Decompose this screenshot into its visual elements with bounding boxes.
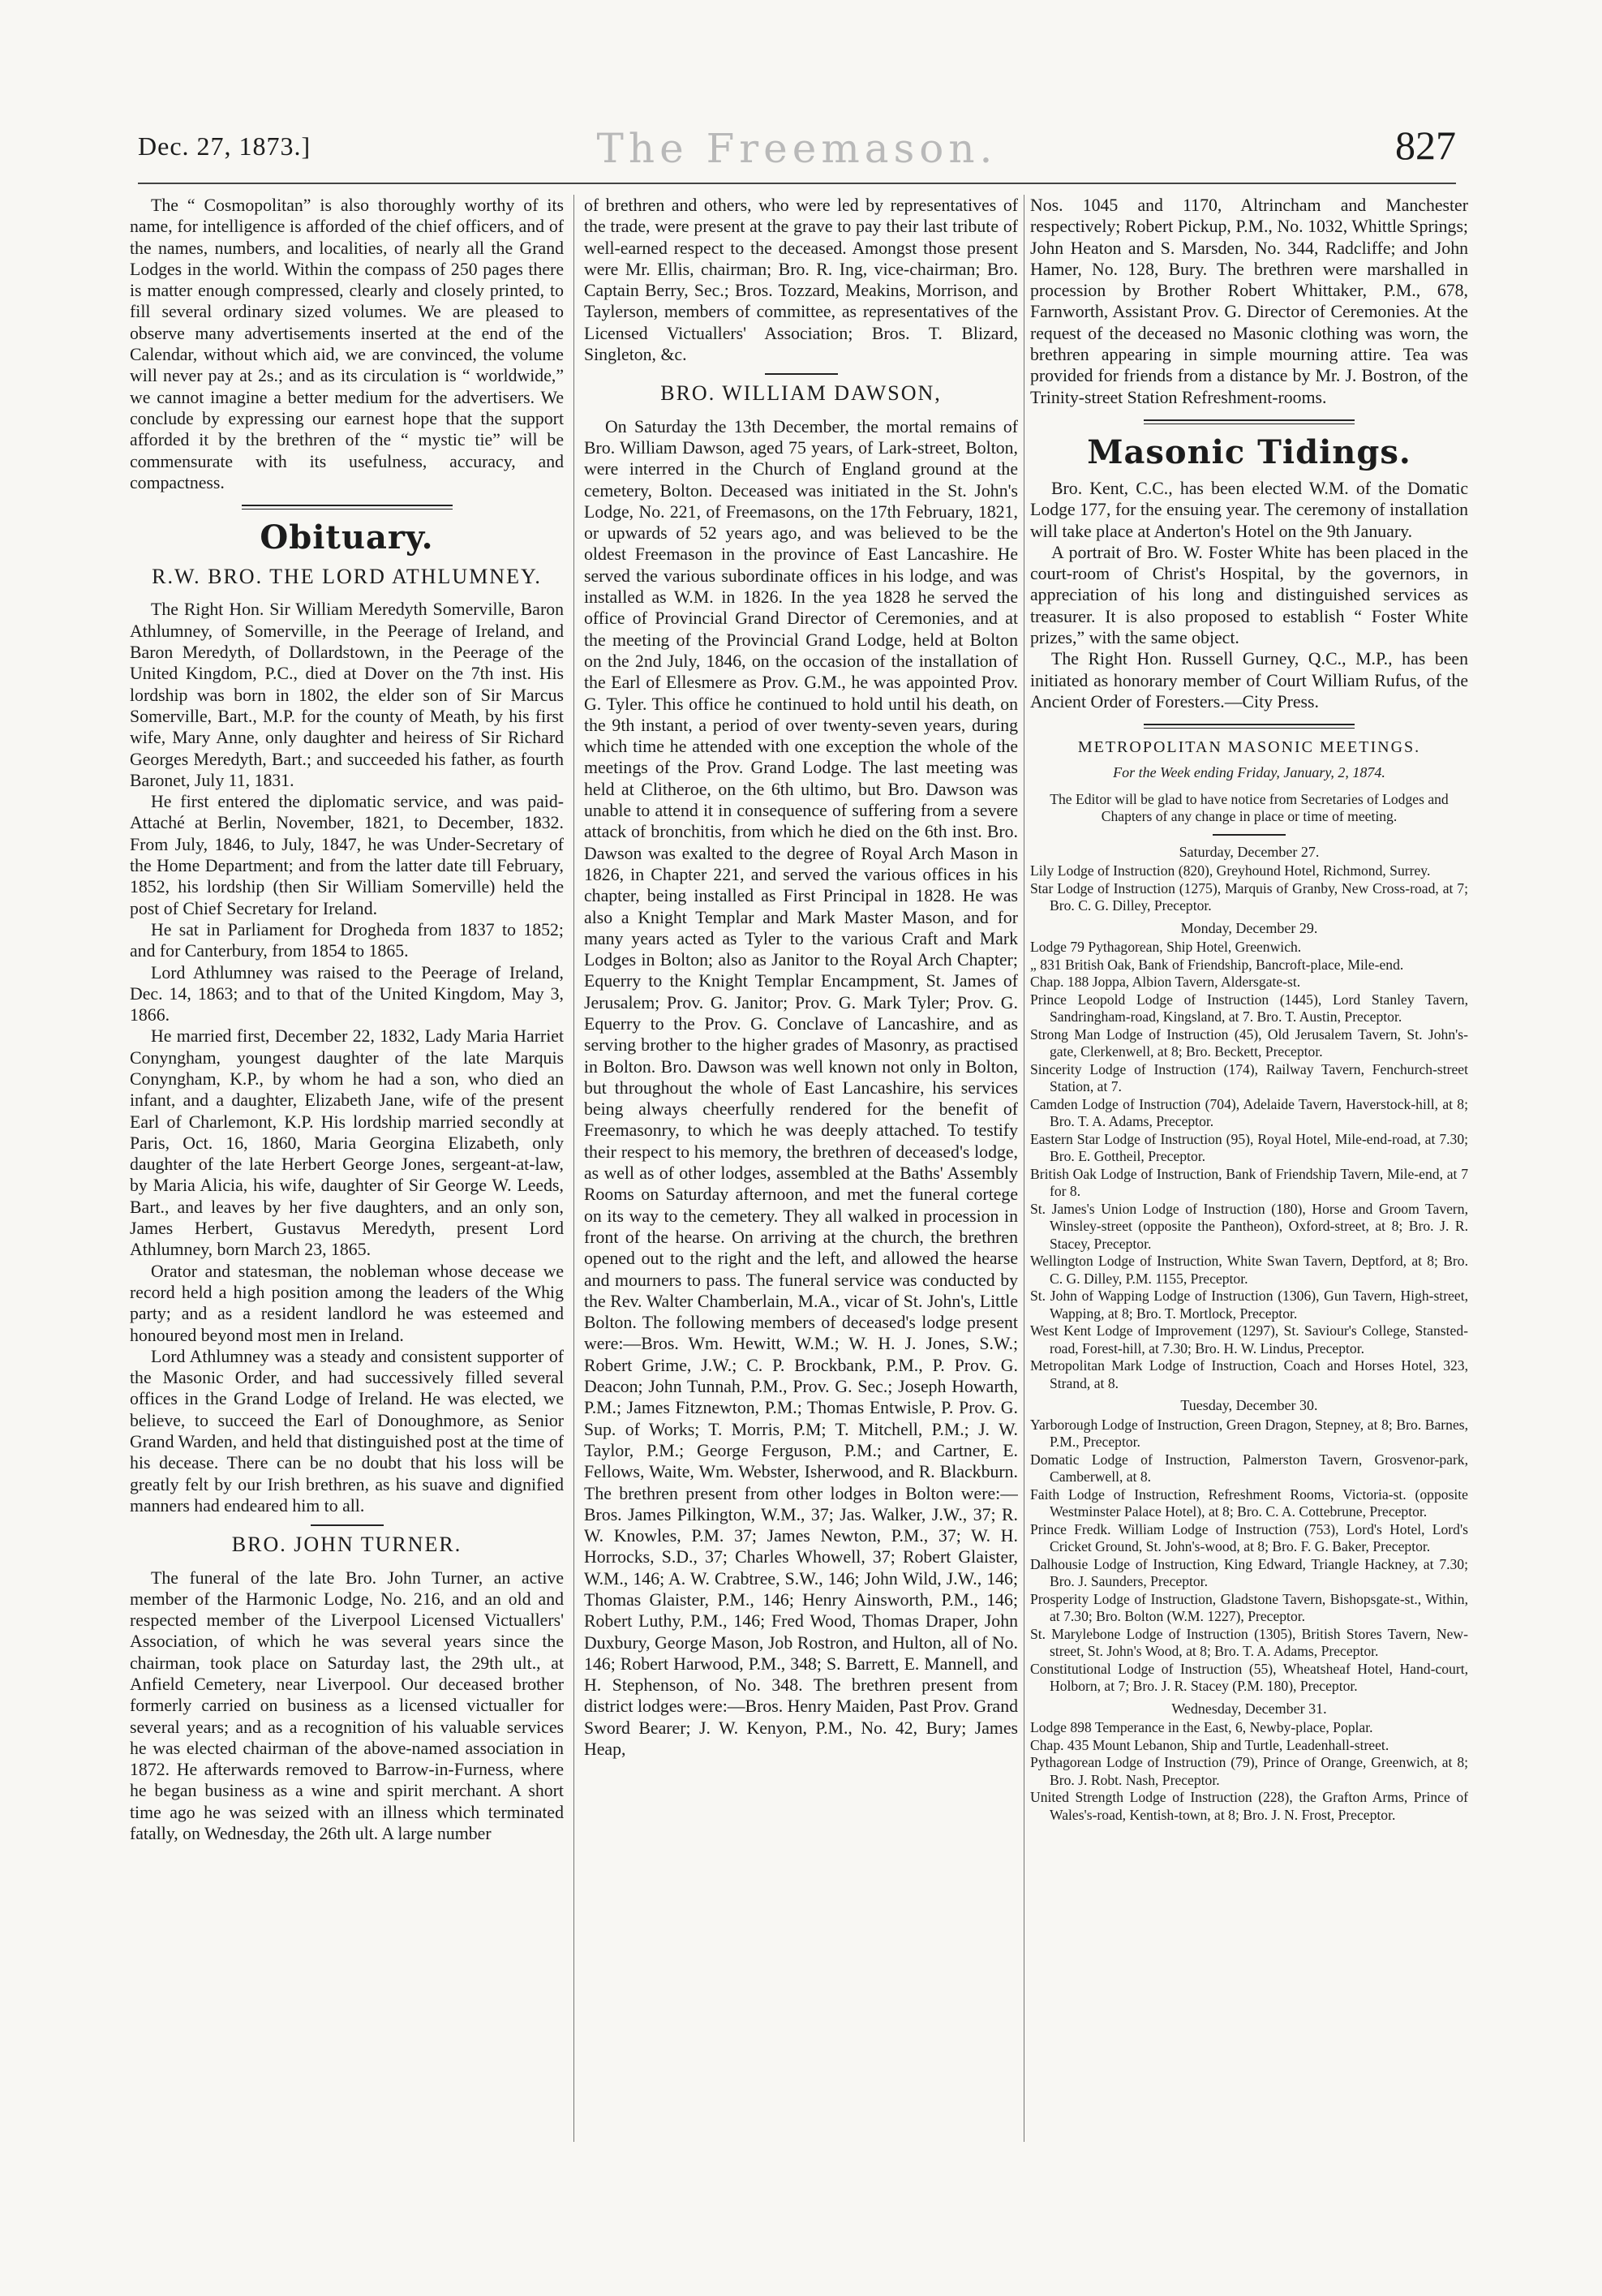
athlumney-heading: R.W. BRO. THE LORD ATHLUMNEY. <box>152 565 542 589</box>
column-3 <box>1030 195 1468 2150</box>
meeting-entry: Metropolitan Mark Lodge of Instruction, Coach and Horses Hotel, 323, Strand, at 8. <box>1030 1357 1468 1391</box>
article-paragraph: Orator and statesman, the nobleman whose decease we record held a high position among the leaders of the Whig party; and as a resident landlord he was esteemed and honoured beyond most men in Ireland. <box>130 1261 564 1345</box>
turner-heading: BRO. JOHN TURNER. <box>231 1533 462 1557</box>
article-paragraph: The Right Hon. Sir William Meredyth Somerville, Baron Athlumney, of Somerville, in the Peerage of Ireland, and Baron Meredyth, of Dollardstown, in the Peerage of the United Kingdom, P.C., died at Dover on the 7th inst. His lordship was born in 1802, the elder son of Sir Marcus Somerville, Bart., M.P. for the county of Meath, by his first wife, Mary Anne, only daughter and heiress of Sir Richard Georges Meredyth, Bart.; and succeeded his father, as fourth Baronet, July 11, 1831. <box>130 600 564 790</box>
meeting-entry: „ 831 British Oak, Bank of Friendship, Bancroft-place, Mile-end. <box>1030 956 1404 973</box>
meeting-entry: Prince Leopold Lodge of Instruction (1445), Lord Stanley Tavern, Sandringham-road, Kingsland, at 7. Bro. T. Austin, Preceptor. <box>1030 991 1468 1025</box>
meeting-entry: Prosperity Lodge of Instruction, Gladstone Tavern, Bishopsgate-st., Within, at 7.30; Bro. Bolton (W.M. 1227), Preceptor. <box>1030 1590 1468 1625</box>
column-1 <box>130 195 564 2150</box>
meeting-entry: Faith Lodge of Instruction, Refreshment Rooms, Victoria-st. (opposite Westminster Palace Hotel), at 8; Bro. C. A. Cottebrune, Preceptor. <box>1030 1486 1468 1520</box>
meeting-entry: Lodge 79 Pythagorean, Ship Hotel, Greenwich. <box>1030 939 1302 956</box>
masthead-title: The Freemason. <box>596 125 998 172</box>
article-paragraph: Bro. Kent, C.C., has been elected W.M. of the Domatic Lodge 177, for the ensuing year. The ceremony of installation will take place at Anderton's Hotel on the 9th January. <box>1030 478 1468 541</box>
day-heading: Saturday, December 27. <box>1179 843 1320 860</box>
page-header <box>138 122 1456 178</box>
dawson-heading: BRO. WILLIAM DAWSON, <box>660 381 942 406</box>
article-paragraph: Lord Athlumney was raised to the Peerage of Ireland, Dec. 14, 1863; and to that of the United Kingdom, May 3, 1866. <box>130 962 564 1025</box>
cosmopolitan-review-text: The “ Cosmopolitan” is also thoroughly worthy of its name, for intelligence is afforded of the chief officers, and of the names, numbers, and localities, of nearly all the Grand Lodges in the world. Within the compass of 250 pages there is matter enough compressed, clearly and closely printed, to fill several ordinary sized volumes. We are pleased to observe many advertisements inserted at the end of the Calendar, without which aid, we are convinced, the volume will never pay at 2s.; and as its circulation is “ worldwide,” we cannot imagine a better medium for the advertisers. We conclude by expressing our earnest hope that the support afforded it by the brethren of the “ mystic tie” will be commensurate with its usefulness, accuracy, and compactness. <box>130 196 564 492</box>
meetings-heading: METROPOLITAN MASONIC MEETINGS. <box>1077 738 1421 757</box>
obituary-title: Obituary. <box>260 518 434 557</box>
article-paragraph: On Saturday the 13th December, the mortal remains of Bro. William Dawson, aged 75 years, of Lark-street, Bolton, were interred in the Church of England ground at the cemetery, Bolton. Deceased was initiated in the St. John's Lodge, No. 221, of Freemasons, on the 17th February, 1821, or upwards of 52 years ago, and was believed to be the oldest Freemason in the province of East Lancashire. He served the various subordinate offices in his lodge, and was installed as W.M. in 1826. In the yea 1828 he served the office of Provincial Grand Director of Ceremonies, and at the meeting of the Provincial Grand Lodge, held at Bolton on the 2nd July, 1846, on the occasion of the installation of the Earl of Ellesmere as Prov. G.M., he was appointed Prov. G. Tyler. This office he continued to hold until his death, on the 9th instant, a period of over twenty-seven years, during which time he attended with one exception the whole of the meetings of the Prov. Grand Lodge. The last meeting was held at Clitheroe, on the 6th ultimo, but Bro. Dawson was unable to attend it in consequence of suffering from a severe attack of bronchitis, from which he died on the 6th inst. Bro. Dawson was exalted to the degree of Royal Arch Mason in 1826, in Chapter 221, and served the various offices in his chapter, being installed as First Principal in 1828. He was also a Knight Templar and Mark Master Mason, and for many years acted as Tyler to the various Craft and Mark Lodges in Bolton; also as Janitor to the Royal Arch Chapter; Equerry to the Knight Templar Encampment, St. James of Jerusalem; Prov. G. Janitor; Prov. G. Mark Tyler; Prov. G. Equerry to the Prov. G. Conclave of Lancashire, and as serving brother to the higher grades of Masonry, as practised in Bolton. Bro. Dawson was well known not only in Bolton, but throughout the whole of East Lancashire, his services being always cheerfully rendered for the benefit of Freemasonry, to which he was deeply attached. To testify their respect to his memory, the brethren of deceased's lodge, as well as of other lodges, assembled at the Baths' Assembly Rooms on Saturday afternoon, and met the funeral cortege on its way to the cemetery. They all walked in procession in front of the hearse. On arriving at the church, the brethren opened out to the right and the left, and allowed the hearse and mourners to pass. The funeral service was conducted by the Rev. Walter Chamberlain, M.A., vicar of St. John's, Little Bolton. The following members of deceased's lodge present were:—Bros. Wm. Hewitt, W.M.; W. H. J. Jones, S.W.; Robert Grime, J.W.; C. P. Brockbank, P.M., P. Prov. G. Deacon; John Tunnah, P.M., Prov. G. Sec.; Joseph Howarth, P.M.; James Fitznewton, P.M.; Thomas Entwisle, P. Prov. G. Sup. of Works; T. Morris, P.M; T. Mitchell, P.M.; J. W. Taylor, P.M.; George Ferguson, P.M.; and Cartner, E. Fellows, Waite, Wm. Webster, Isherwood, and R. Blackburn. The brethren present from other lodges in Bolton were:—Bros. James Pilkington, W.M., 37; Jas. Walker, J.W., 37; R. W. Knowles, P.M. 37; James Newton, P.M., 37; W. H. Horrocks, S.D., 37; Charles Whowell, 37; Robert Glaister, W.M., 146; A. W. Crabtree, S.W., 146; John Wild, J.W., 146; Thomas Glaister, P.M., 146; Henry Ainsworth, P.M., 146; Robert Luthy, P.M., 146; Fred Wood, Thomas Draper, John Duxbury, George Mason, Job Rostron, and Hulton, all of No. 146; Robert Harwood, P.M., 348; S. Barrett, E. Mannell, and H. Stephenson, of No. 348. The brethren present from district lodges were:—Bros. Henry Maiden, Past Prov. Grand Sword Bearer; J. W. Kenyon, P.M., No. 42, Bury; James Heap, <box>584 416 1018 1760</box>
meeting-entry: Eastern Star Lodge of Instruction (95), Royal Hotel, Mile-end-road, at 7.30; Bro. E. Gottheil, Preceptor. <box>1030 1130 1468 1165</box>
article-paragraph: He first entered the diplomatic service, and was paid-Attaché at Berlin, November, 1821, to December, 1832. From July, 1846, to July, 1847, he was Under-Secretary of the Home Department; and from the latter date till February, 1852, his lordship (then Sir William Somerville) held the post of Chief Secretary for Ireland. <box>130 792 564 918</box>
article-paragraph: Nos. 1045 and 1170, Altrincham and Manchester respectively; Robert Pickup, P.M., No. 1032, Whittle Springs; John Heaton and S. Marsden, No. 344, Radcliffe; and John Hamer, No. 128, Bury. The brethren were marshalled in procession by Brother Robert Whittaker, P.M., 678, Farnworth, Assistant Prov. G. Director of Ceremonies. At the request of the deceased no Masonic clothing was worn, the brethren appearing in simple mourning attire. Tea was provided for friends from a distance by Mr. J. Bostron, of the Trinity-street Station Refreshment-rooms. <box>1030 196 1468 407</box>
article-paragraph: The funeral of the late Bro. John Turner, an active member of the Harmonic Lodge, No. 216, and an old and respected member of the Liverpool Licensed Victuallers' Association, of which he was several years since the chairman, took place on Saturday last, the 29th ult., at Anfield Cemetery, near Liverpool. Our deceased brother formerly carried on business as a licensed victualler for several years; and as a recognition of his valuable services he was elected chairman of the above-named association in 1872. He afterwards removed to Barrow-in-Furness, where he began business as a wine and spirit merchant. A short time ago he was seized with an illness which terminated fatally, on Wednesday, the 26th ult. A large number <box>130 1567 564 1844</box>
meeting-entry: St. John of Wapping Lodge of Instruction (1306), Gun Tavern, High-street, Wapping, at 8; Bro. T. Mortlock, Preceptor. <box>1030 1288 1468 1322</box>
meeting-entry: Constitutional Lodge of Instruction (55), Wheatsheaf Hotel, Hand-court, Holborn, at 7; Bro. J. R. Stacey (P.M. 180), Preceptor. <box>1030 1660 1468 1695</box>
column-2 <box>584 195 1018 2150</box>
meeting-entry: Chap. 188 Joppa, Albion Tavern, Aldersgate-st. <box>1030 974 1301 991</box>
day-heading: Monday, December 29. <box>1180 919 1318 936</box>
masonic-tidings-title: Masonic Tidings. <box>1087 432 1411 471</box>
section-rule <box>765 373 838 375</box>
article-paragraph: Lord Athlumney was a steady and consistent supporter of the Masonic Order, and had successively filled several offices in the Grand Lodge of Ireland. He was elected, we believe, to succeed the Earl of Donoughmore, as Senior Grand Warden, and held that distinguished post at the time of his decease. There can be no doubt that his loss will be greatly felt by our Irish brethren, as his suave and dignified manners had endeared him to all. <box>130 1346 564 1516</box>
meeting-entry: Pythagorean Lodge of Instruction (79), Prince of Orange, Greenwich, at 8; Bro. J. Robt. Nash, Preceptor. <box>1030 1754 1468 1788</box>
meeting-entry: Prince Fredk. William Lodge of Instruction (753), Lord's Hotel, Lord's Cricket Ground, St. John's-wood, at 8; Bro. F. G. Baker, Preceptor. <box>1030 1520 1468 1555</box>
meetings-subheading: For the Week ending Friday, January, 2, 1874. <box>1113 763 1385 780</box>
article-paragraph: He sat in Parliament for Drogheda from 1837 to 1852; and for Canterbury, from 1854 to 1865. <box>130 919 564 961</box>
editor-notice: The Editor will be glad to have notice from Secretaries of Lodges and Chapters of any change in place or time of meeting. <box>1050 790 1449 825</box>
meeting-entry: Dalhousie Lodge of Instruction, King Edward, Triangle Hackney, at 7.30; Bro. J. Saunders, Preceptor. <box>1030 1555 1468 1590</box>
meeting-entry: St. James's Union Lodge of Instruction (180), Horse and Groom Tavern, Winsley-street (opposite the Pantheon), Oxford-street, at 8; Bro. J. R. Stacey, Preceptor. <box>1030 1200 1468 1252</box>
section-rule <box>1144 419 1355 424</box>
meeting-entry: West Kent Lodge of Improvement (1297), St. Saviour's College, Stansted-road, Forest-hill, at 7.30; Bro. H. W. Lindus, Preceptor. <box>1030 1322 1468 1357</box>
article-paragraph: of brethren and others, who were led by representatives of the trade, were present at the grave to pay their last tribute of well-earned respect to the deceased. Amongst those present were Mr. Ellis, chairman; Bro. R. Ing, vice-chairman; Bro. Captain Berry, Sec.; Bros. Tozzard, Meakins, Morrison, and Taylerson, members of committee, as representatives of the Licensed Victuallers' Association; Bros. T. Blizard, Singleton, &c. <box>584 196 1018 365</box>
article-paragraph: The Right Hon. Russell Gurney, Q.C., M.P., has been initiated as honorary member of Court William Rufus, of the Ancient Order of Foresters.—City Press. <box>1030 649 1468 712</box>
meeting-entry: Lodge 898 Temperance in the East, 6, Newby-place, Poplar. <box>1030 1719 1373 1736</box>
section-rule <box>1213 834 1286 836</box>
meeting-entry: St. Marylebone Lodge of Instruction (1305), British Stores Tavern, New-street, St. John's Wood, at 8; Bro. T. A. Adams, Preceptor. <box>1030 1625 1468 1660</box>
meeting-entry: Strong Man Lodge of Instruction (45), Old Jerusalem Tavern, St. John's-gate, Clerkenwell, at 8; Bro. Beckett, Preceptor. <box>1030 1025 1468 1060</box>
day-heading: Wednesday, December 31. <box>1171 1700 1327 1717</box>
article-paragraph: He married first, December 22, 1832, Lady Maria Harriet Conyngham, youngest daughter of the late Marquis Conyngham, K.P., by whom he had a son, who died an infant, and a daughter, Elizabeth Jane, wife of the present Earl of Charlemont, K.P. His lordship married secondly at Paris, Oct. 16, 1860, Maria Georgina Elizabeth, only daughter of the late Herbert George Jones, sergeant-at-law, by Maria Alicia, his wife, daughter of Sir George W. Leeds, Bart., and leaves by her five daughters, and an only son, James Herbert, Gustavus Meredyth, present Lord Athlumney, born March 23, 1865. <box>130 1026 564 1260</box>
meeting-entry: Sincerity Lodge of Instruction (174), Railway Tavern, Fenchurch-street Station, at 7. <box>1030 1060 1468 1095</box>
column-divider <box>573 195 574 2142</box>
header-rule <box>138 183 1456 184</box>
meeting-entry: Lily Lodge of Instruction (820), Greyhound Hotel, Richmond, Surrey. <box>1030 862 1431 879</box>
article-paragraph: A portrait of Bro. W. Foster White has been placed in the court-room of Christ's Hospital, by the governors, in appreciation of his long and distinguished services as treasurer. It is also proposed to establish “ Foster White prizes,” with the same object. <box>1030 542 1468 648</box>
section-rule <box>1144 724 1355 729</box>
meeting-entry: United Strength Lodge of Instruction (228), the Grafton Arms, Prince of Wales's-road, Kentish-town, at 8; Bro. J. N. Frost, Preceptor. <box>1030 1789 1468 1823</box>
meeting-entry: Chap. 435 Mount Lebanon, Ship and Turtle, Leadenhall-street. <box>1030 1736 1389 1753</box>
meetings-list <box>1030 844 1468 1825</box>
day-heading: Tuesday, December 30. <box>1180 1397 1318 1414</box>
meeting-entry: Star Lodge of Instruction (1275), Marquis of Granby, New Cross-road, at 7; Bro. C. G. Dilley, Preceptor. <box>1030 879 1468 914</box>
meeting-entry: British Oak Lodge of Instruction, Bank of Friendship Tavern, Mile-end, at 7 for 8. <box>1030 1165 1468 1200</box>
meeting-entry: Camden Lodge of Instruction (704), Adelaide Tavern, Haverstock-hill, at 8; Bro. T. A. Adams, Preceptor. <box>1030 1095 1468 1130</box>
section-rule <box>311 1524 384 1526</box>
meeting-entry: Domatic Lodge of Instruction, Palmerston Tavern, Grosvenor-park, Camberwell, at 8. <box>1030 1451 1468 1486</box>
meeting-entry: Wellington Lodge of Instruction, White Swan Tavern, Deptford, at 8; Bro. C. G. Dilley, P.M. 1155, Preceptor. <box>1030 1253 1468 1287</box>
section-rule <box>242 505 453 510</box>
page-number: 827 <box>1395 123 1456 168</box>
meeting-entry: Yarborough Lodge of Instruction, Green Dragon, Stepney, at 8; Bro. Barnes, P.M., Preceptor. <box>1030 1416 1468 1451</box>
issue-date: Dec. 27, 1873.] <box>138 131 311 161</box>
